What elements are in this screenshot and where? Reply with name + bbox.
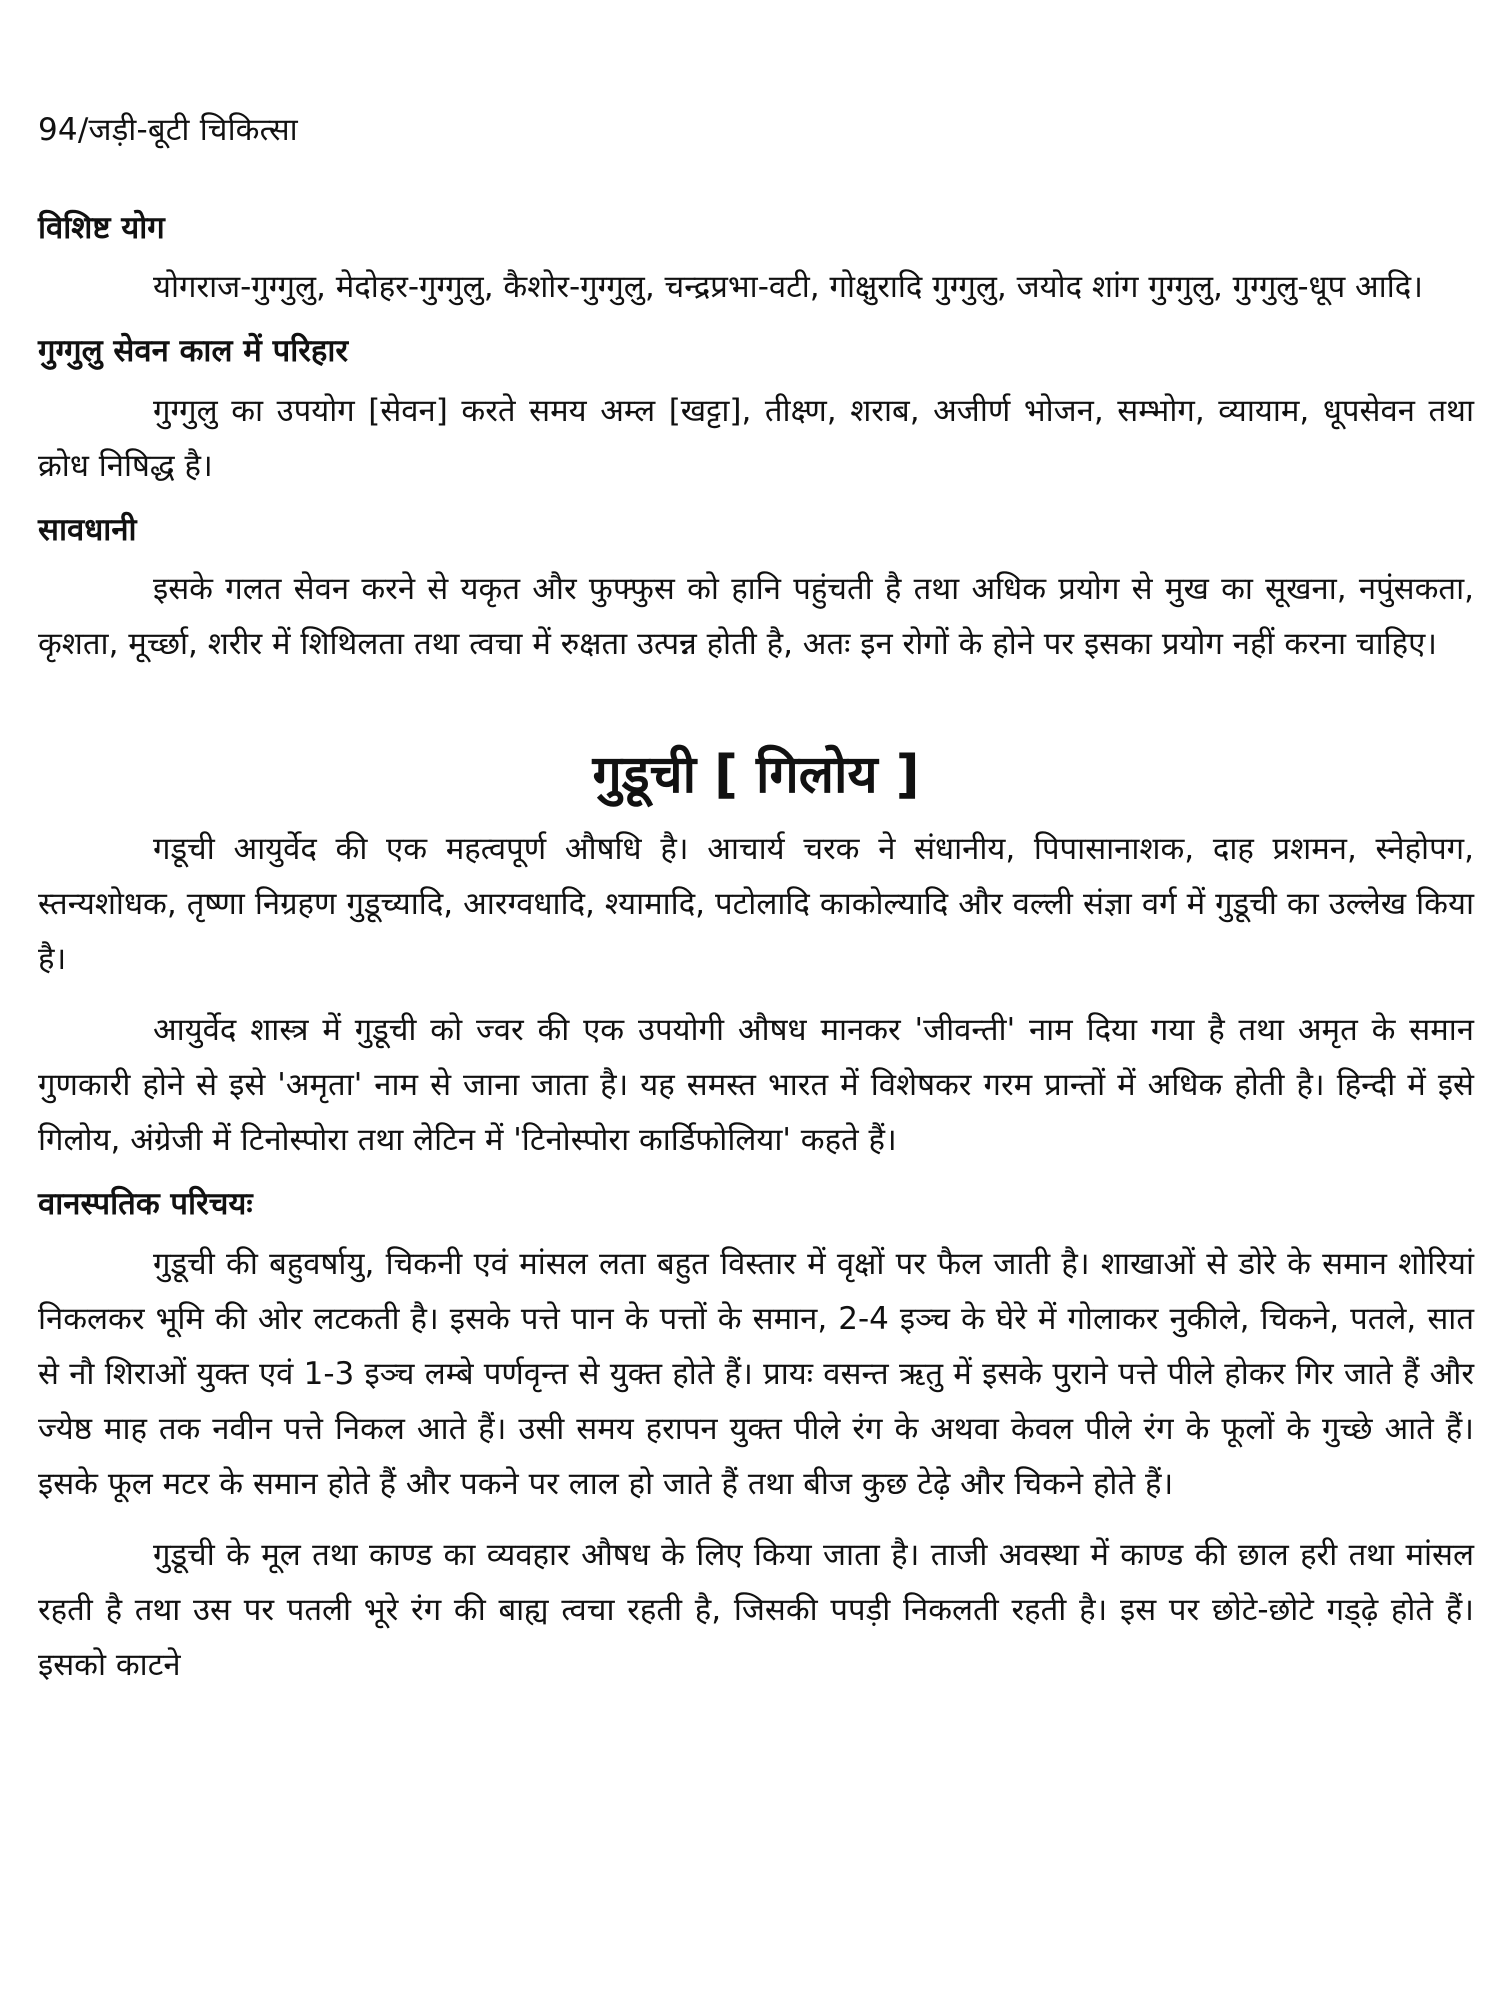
section-heading: गुग्गुलु सेवन काल में परिहार bbox=[38, 333, 349, 370]
section-vishisht-yog bbox=[38, 208, 1474, 315]
section-heading: विशिष्ट योग bbox=[38, 210, 165, 246]
section-paragraph: इसके गलत सेवन करने से यकृत और फुफ्फुस को हानि पहुंचती है तथा अधिक प्रयोग से मुख का सूखना, नपुंसकता, कृशता, मूर्च्छा, शरीर में शिथिलता तथा त्वचा में रुक्षता उत्पन्न होती है, अतः इन रोगों के होने पर इसका प्रयोग नहीं करना चाहिए। bbox=[38, 570, 1474, 662]
section-parihar bbox=[38, 331, 1474, 493]
body-paragraph: गुडूची के मूल तथा काण्ड का व्यवहार औषध के लिए किया जाता है। ताजी अवस्था में काण्ड की छाल हरी तथा मांसल रहती है तथा उस पर पतली भूरे रंग की बाह्य त्वचा रहती है, जिसकी पपड़ी निकलती रहती है। इस पर छोटे-छोटे गड्ढ़े होते हैं। इसको काटने bbox=[38, 1536, 1474, 1683]
running-head: 94/जड़ी-बूटी चिकित्सा bbox=[38, 112, 298, 148]
section-paragraph: गुग्गुलु का उपयोग [सेवन] करते समय अम्ल [खट्टा], तीक्ष्ण, शराब, अजीर्ण भोजन, सम्भोग, व्यायाम, धूपसेवन तथा क्रोध निषिद्ध है। bbox=[38, 392, 1474, 484]
intro-paragraph: गडूची आयुर्वेद की एक महत्वपूर्ण औषधि है। आचार्य चरक ने संधानीय, पिपासानाशक, दाह प्रशमन, स्नेहोपग, स्तन्यशोधक, तृष्णा निग्रहण गुडूच्यादि, आरग्वधादि, श्यामादि, पटोलादि काकोल्यादि और वल्ली संज्ञा वर्ग में गुडूची का उल्लेख किया है। bbox=[38, 831, 1474, 978]
body-paragraph: गुडूची की बहुवर्षायु, चिकनी एवं मांसल लता बहुत विस्तार में वृक्षों पर फैल जाती है। शाखाओं से डोरे के समान शोरियां निकलकर भूमि की ओर लटकती है। इसके पत्ते पान के पत्तों के समान, 2-4 इञ्च के घेरे में गोलाकर नुकीले, चिकने, पतले, सात से नौ शिराओं युक्त एवं 1-3 इञ्च लम्बे पर्णवृन्त से युक्त होते हैं। प्रायः वसन्त ऋतु में इसके पुराने पत्ते पीले होकर गिर जाते हैं और ज्येष्ठ माह तक नवीन पत्ते निकल आते हैं। उसी समय हरापन युक्त पीले रंग के अथवा केवल पीले रंग के फूलों के गुच्छे आते हैं। इसके फूल मटर के समान होते हैं और पकने पर लाल हो जाते हैं तथा बीज कुछ टेढ़े और चिकने होते हैं। bbox=[38, 1245, 1474, 1502]
chapter-title: गुडूची [ गिलोय ] bbox=[592, 744, 920, 805]
section-savdhani bbox=[38, 510, 1474, 672]
section-paragraph: योगराज-गुग्गुलु, मेदोहर-गुग्गुलु, कैशोर-गुग्गुलु, चन्द्रप्रभा-वटी, गोक्षुरादि गुग्गुलु, जयोद शांग गुग्गुलु, गुग्गुलु-धूप आदि। bbox=[153, 269, 1423, 306]
intro-paragraph: आयुर्वेद शास्त्र में गुडूची को ज्वर की एक उपयोगी औषध मानकर 'जीवन्ती' नाम दिया गया है तथा अमृत के समान गुणकारी होने से इसे 'अमृता' नाम से जाना जाता है। यह समस्त भारत में विशेषकर गरम प्रान्तों में अधिक होती है। हिन्दी में इसे गिलोय, अंग्रेजी में टिनोस्पोरा तथा लेटिन में 'टिनोस्पोरा कार्डिफोलिया' कहते हैं। bbox=[38, 1012, 1474, 1159]
sub-heading: वानस्पतिक परिचयः bbox=[38, 1186, 253, 1223]
section-heading: सावधानी bbox=[38, 511, 137, 548]
